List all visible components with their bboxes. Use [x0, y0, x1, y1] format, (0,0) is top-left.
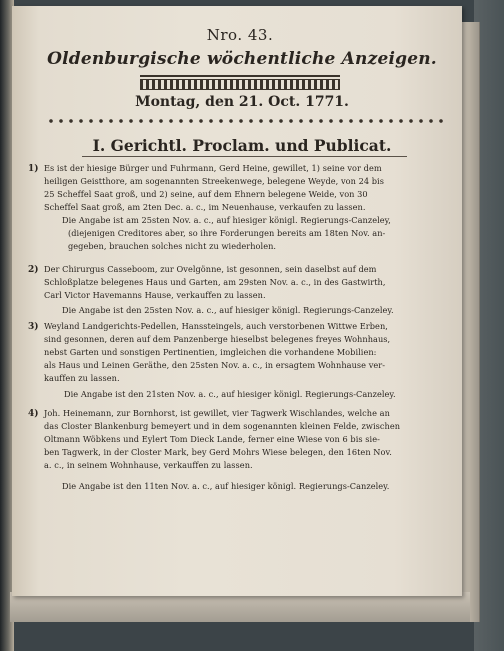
entry-line: das Closter Blankenburg bemeyert und in dem sogenannten kleinen Felde, zwischen: [44, 421, 401, 431]
entry-line: Joh. Heinemann, zur Bornhorst, ist gewillet, vier Tagwerk Wischlandes, welche an: [44, 408, 390, 418]
entry-line: Die Angabe ist den 25sten Nov. a. c., auf hiesiger königl. Regierungs-Canzeley.: [62, 305, 394, 315]
masthead-rule: [140, 75, 340, 77]
entry-line: Schloßplatze belegenes Haus und Garten, am 29sten Nov. a. c., in des Gastwirth,: [44, 277, 386, 287]
entry-line: Die Angabe ist den 11ten Nov. a. c., auf hiesiger königl. Regierungs-Canzeley.: [62, 481, 390, 491]
entry-number: 3): [28, 322, 39, 332]
entry-line: Oltmann Wöbkens und Eylert Tom Dieck Lande, ferner eine Wiese von 6 bis sie-: [44, 434, 380, 444]
entry-line: Die Angabe ist am 25sten Nov. a. c., auf hiesiger königl. Regierungs-Canzeley,: [62, 215, 391, 225]
entry-line: (diejenigen Creditores aber, so ihre Forderungen bereits am 18ten Nov. an-: [68, 228, 386, 238]
entry-number: 4): [28, 409, 39, 419]
entry-line: 25 Scheffel Saat groß, und 2) seine, auf dem Ehnern belegene Weide, von 30: [44, 189, 368, 199]
entry-line: ben Tagwerk, in der Closter Mark, bey Gerd Mohrs Wiese belegen, den 16ten Nov.: [44, 447, 392, 457]
entry-number: 2): [28, 265, 39, 275]
entry-line: a. c., in seinem Wohnhause, verkauffen zu lassen.: [44, 460, 253, 470]
section-rule: [82, 156, 407, 157]
entry-line: nebst Garten und sonstigen Pertinentien, imgleichen die vorhandene Mobilien:: [44, 347, 377, 357]
ornament-divider: [46, 116, 446, 126]
entry-line: als Haus und Leinen Geräthe, den 25sten Nov. a. c., in ersagtem Wohnhause ver-: [44, 360, 386, 370]
entry-line: Carl Victor Havemanns Hause, verkauffen zu lassen.: [44, 290, 266, 300]
entry-line: Scheffel Saat groß, am 2ten Dec. a. c., im Neuenhause, verkaufen zu lassen.: [44, 202, 366, 212]
entry-line: Die Angabe ist den 21sten Nov. a. c., auf hiesiger königl. Regierungs-Canzeley.: [64, 389, 396, 399]
masthead-ornament: [140, 79, 340, 90]
newspaper-title: Oldenburgische wöchentliche Anzeigen.: [47, 49, 437, 69]
entry-line: kauffen zu lassen.: [44, 373, 120, 383]
entry-line: Es ist der hiesige Bürger und Fuhrmann, Gerd Heine, gewillet, 1) seine vor dem: [44, 163, 382, 173]
entry-line: gegeben, brauchen solches nicht zu wiederholen.: [68, 241, 277, 251]
entry-line: sind gesonnen, deren auf dem Panzenberge hieselbst belegenes freyes Wohnhaus,: [44, 334, 391, 344]
entry-number: 1): [28, 164, 39, 174]
issue-date: Montag, den 21. Oct. 1771.: [135, 94, 349, 110]
entry-line: Der Chirurgus Casseboom, zur Ovelgönne, ist gesonnen, sein daselbst auf dem: [44, 264, 377, 274]
entry-line: heiligen Geistthore, am sogenannten Streekenwege, belegene Weyde, von 24 bis: [44, 176, 384, 186]
page-stack-bottom: [10, 592, 470, 622]
newspaper-page: [12, 6, 462, 596]
entry-line: Weyland Landgerichts-Pedellen, Hanssteingels, auch verstorbenen Wittwe Erben,: [44, 321, 388, 331]
issue-number: Nro. 43.: [206, 26, 274, 44]
section-title: I. Gerichtl. Proclam. und Publicat.: [92, 136, 392, 155]
